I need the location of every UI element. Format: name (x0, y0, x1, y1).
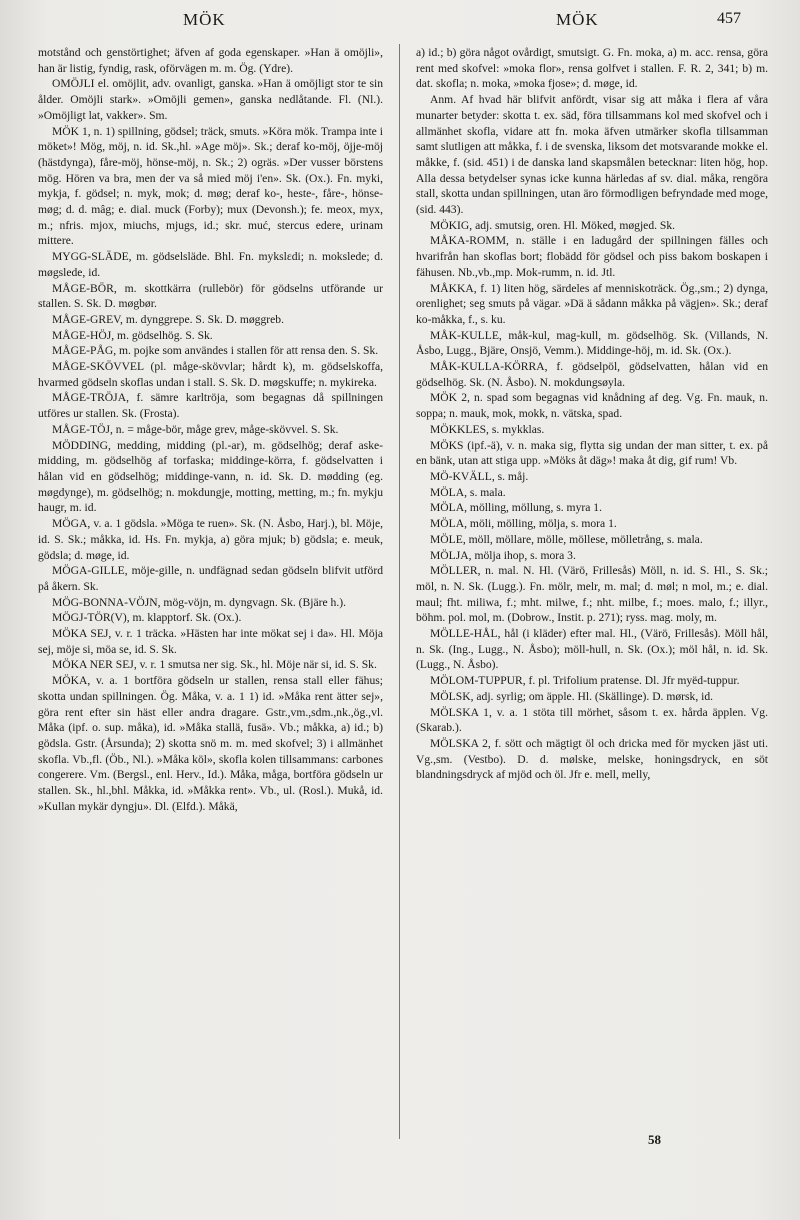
dictionary-entry: MÅGE-TRÖJA, f. sämre karltröja, som begagnas då spillningen utföres ur stallen. Sk. (Frosta). (38, 391, 383, 421)
dictionary-entry: MÖLSKA 1, v. a. 1 stöta till mörhet, såsom t. ex. hårda äpplen. Vg. (Skarab.). (416, 705, 768, 735)
dictionary-entry: MÖG-BONNA-VÖJN, mög-vöjn, m. dyngvagn. Sk. (Bjäre h.). (52, 595, 347, 609)
running-head-left: MÖK (183, 10, 226, 29)
dictionary-entry: MÖKA, v. a. 1 bortföra gödseln ur stallen, rensa stall eller fähus; skotta undan spillningen. Ög. Måka, v. a. 1 1) id. »Måka rent ätter sej», göra rent efter sin häst eller andra dragare. Gstr.,vm.,sdm.,nk.,ög.,vl. Måka (ipf. o. sup. måka), id. »Måka stallä, fusä». Vb.; måkka, a) id.; b) gödsla. Gstr. (Årsunda); 2) skotta snö m. m. med skofvel; 3) i allmänhet skofla. Vb.,fl. (Öb., Nl.). »Måka köl», skofla kolen tillsammans: carbones congerere. Vm. (Bergsl., enl. Herv., Id.). Måka, måga, bortföra gödseln ur stallen. Sk., hl.,bhl. Måkka, id. »Måkka rent». Vb., ul. (Rosl.). Mukå, id. »Kullan mykär dyngju». Dl. (Elfd.). Måkä, (38, 674, 383, 813)
running-head-right: MÖK (556, 10, 599, 29)
dictionary-entry: MYGG-SLÄDE, m. gödselsläde. Bhl. Fn. mykslεdi; n. mokslede; d. møgslede, id. (38, 250, 383, 279)
dictionary-entry: MÖLSKA 2, f. sött och mägtigt öl och dricka med för mycken jäst uti. Vg.,sm. (Vestbo). D. d. mølske, melske, honingsdryck, en söt blandningsdryck af mjöd och öl. Jfr e. mell, melly, (416, 736, 768, 782)
dictionary-entry: MÖLSK, adj. syrlig; om äpple. Hl. (Skällinge). D. mørsk, id. (430, 689, 714, 703)
dictionary-entry: MÖLJA, mölja ihop, s. mora 3. (430, 548, 576, 562)
dictionary-entry: OMÖJLI el. omöjlit, adv. ovanligt, ganska. »Han ä omöjligt stor te sin ålder. Omöjli stark». »Omöjli gemen», ganska nedlåtande. Fl. (Nl.). »Omöjligt lat, vakker». Sm. (38, 77, 383, 122)
dictionary-entry: MÅGE-BÖR, m. skottkärra (rullebör) för gödselns utförande ur stallen. S. Sk. D. møgbør. (38, 281, 383, 311)
dictionary-entry: MÅKA-ROMM, n. ställe i en ladugård der spillningen fälles och hvarifrån han skoflas bort; flobädd för gödsel och piss bakom boskapen i fähusen. Nb.,vb.,mp. Mok-rumm, n. id. Jtl. (416, 234, 768, 279)
right-column (416, 45, 768, 1145)
signature-mark: 58 (648, 1132, 661, 1147)
dictionary-entry: MÖLLE-HÅL, hål (i kläder) efter mal. Hl., (Värö, Frillesås). Möll hål, n. Sk. (Ing., Lugg., N. Åsbo); möll-hull, n. Sk. (Ox.); möl hål, n. id. Sk. (Lugg., N. Åsbo). (416, 627, 768, 672)
dictionary-entry: MÖDDING, medding, midding (pl.-ar), m. gödselhög; deraf aske-midding, m. gödselhög af torfaska; middinge-körra, f. gödselvatten i hålan vid en gödselhög; middinge-vann, n. id. Sk. D. mødding (eg. møgdynge), m. gödselhög; n. mokdungje, motting, metting, m.; fn. mykju haugr, m. id. (38, 438, 383, 515)
dictionary-entry: MÖKIG, adj. smutsig, oren. Hl. Möked, møgjed. Sk. (430, 218, 676, 232)
dictionary-entry: MÖKS (ipf.-ä), v. n. maka sig, flytta sig undan der man sitter, t. ex. på en bänk, utan att stiga upp. »Möks åt däg»! maka åt dig, gif rum! Vb. (416, 438, 768, 468)
dictionary-entry: MÅK-KULLA-KÖRRA, f. gödselpöl, gödselvatten, hålan vid en gödselhög. Sk. (N. Åsbo). N. mokdungsøyla. (416, 360, 768, 389)
dictionary-entry: MÖK 2, n. spad som begagnas vid knådning af deg. Vg. Fn. mauk, n. soppa; n. mauk, mok, mokk, n. vätska, spad. (416, 391, 768, 421)
dictionary-entry: Anm. Af hvad här blifvit anfördt, visar sig att måka i flera af våra munarter betyder: skotta t. ex. säd, föra tillsammans kol med skofvel och i allmänhet skofla, vidare att fn. moka äfven utmärker skofla tillsamman samt slutligen att måkka, f. i de svenska, liksom det motsvarande mokke el. måkke, f. (sid. 451) i de danska land skapsmålen betecknar: liten hög, hop. Alla dessa betydelser synas icke kunna härledas af sv. dial. måka, rengöra stall, skotta undan spillningen, utan äro förmodligen befryndade med moge, (sid. 443). (416, 93, 768, 217)
dictionary-entry: MÖLOM-TUPPUR, f. pl. Trifolium pratense. Dl. Jfr myëd-tuppur. (430, 674, 740, 688)
dictionary-entry: MÖKA NER SEJ, v. r. 1 smutsa ner sig. Sk., hl. Möje när si, id. S. Sk. (52, 658, 377, 672)
left-column (38, 45, 383, 1145)
dictionary-entry: MÅGE-HÖJ, m. gödselhög. S. Sk. (52, 328, 213, 342)
column-divider (399, 44, 400, 1139)
dictionary-entry: MÖKA SEJ, v. r. 1 träcka. »Hästen har inte mökat sej i da». Hl. Möja sej, möje si, möa se, id. S. Sk. (38, 627, 383, 656)
dictionary-entry: MÖGJ-TÖR(V), m. klapptorf. Sk. (Ox.). (52, 611, 242, 625)
dictionary-entry: a) id.; b) göra något ovårdigt, smutsigt. G. Fn. moka, a) m. acc. rensa, göra rent med skofvel: »moka flor», rensa golfvet i stallen. F. R. 2, 341; b) m. dat. skofla; n. moka, »moka fjose»; d. møge, id. (416, 46, 768, 91)
dictionary-entry: MÖK 1, n. 1) spillning, gödsel; träck, smuts. »Köra mök. Trampa inte i möket»! Mög, möj, n. id. Sk.,hl. »Age möj». Sk.; deraf ko-möj, öjje-möj (hästdynga), fåre-möj, hönse-möj, n. Sk.; 2) ogräs. »Der vusser börstens mög. Hören va bra, men der va så mied möj i'en». Sk. (Ox.). Fn. myki, mykja, f. gödsel; n. myk, mok; d. møg; deraf ko-, heste-, fåre-, hönse-møg; d. d. mâg; e. dial. muck (Forby); mux (Devonsh.); fe. meox, myx, m.; nfris. mjox, miuchs, mjugs, id.; skr. muć, stercus edere, urinam mittere. (38, 124, 383, 248)
dictionary-entry: MÖGA-GILLE, möje-gille, n. undfägnad sedan gödseln blifvit utförd på åkern. Sk. (38, 564, 383, 593)
dictionary-entry: motstånd och genstörtighet; äfven af goda egenskaper. »Han ä omöjli», han är listig, fyndig, rask, oförvägen m. m. Ög. (Ydre). (38, 46, 383, 75)
dictionary-entry: MÅKKA, f. 1) liten hög, särdeles af menniskoträck. Ög.,sm.; 2) dynga, orenlighet; seg smuts på vägar. »Dä ä sådann måkka på vägjen». Sk.; deraf ko-måkka, f., s. ku. (416, 281, 768, 326)
dictionary-entry: MÅGE-PÅG, m. pojke som användes i stallen för att rensa den. S. Sk. (52, 344, 379, 358)
dictionary-entry: MÅK-KULLE, måk-kul, mag-kull, m. gödselhög. Sk. (Villands, N. Åsbo, Lugg., Bjäre, Onsjö, Vemm.). Middinge-höj, m. id. Sk. (Ox.). (416, 328, 768, 358)
dictionary-entry: MÖ-KVÄLL, s. måj. (430, 469, 529, 483)
dictionary-entry: MÖKKLES, s. mykklas. (430, 422, 545, 436)
page-number: 457 (717, 10, 741, 27)
running-head (0, 8, 800, 30)
dictionary-entry: MÖGA, v. a. 1 gödsla. »Möga te ruen». Sk. (N. Åsbo, Harj.), bl. Möje, id. S. Sk.; måkka, id. Hs. Fn. mykja, a) göra mjuk; b) gödsla; e. meuk, gödsla; d. møge, id. (38, 517, 383, 562)
dictionary-entry: MÖLA, s. mala. (430, 485, 506, 499)
dictionary-entry: MÅGE-GREV, m. dynggrepe. S. Sk. D. møggreb. (52, 312, 284, 326)
dictionary-entry: MÖLE, möll, möllare, mölle, möllese, mölletrång, s. mala. (430, 532, 703, 546)
dictionary-entry: MÖLA, möli, mölling, mölja, s. mora 1. (430, 517, 617, 531)
dictionary-entry: MÖLLER, n. mal. N. Hl. (Värö, Frillesås) Möll, n. id. S. Hl., S. Sk.; möl, n. N. Sk. (Lugg.). Fn. mölr, melr, m. mal; d. møl; n mol, m.; e. dial. maul; fht. miliwa, f.; mht. milwe, f.; nht. milbe, f.; moes. malo, f.; illyr., böhm. pol. mol, m. (Dobrow., Instit. p. 271); ryss. mag. moly, m. (416, 564, 768, 625)
dictionary-entry: MÖLA, mölling, möllung, s. myra 1. (430, 501, 602, 515)
dictionary-entry: MÅGE-SKÖVVEL (pl. måge-skövvlar; hårdt k), m. gödselskoffa, hvarmed gödseln skoflas undan i stall. S. Sk. D. møgskuffe; n. mykireka. (38, 360, 383, 389)
dictionary-entry: MÅGE-TÖJ, n. = måge-bör, måge grev, måge-skövvel. S. Sk. (52, 422, 339, 436)
